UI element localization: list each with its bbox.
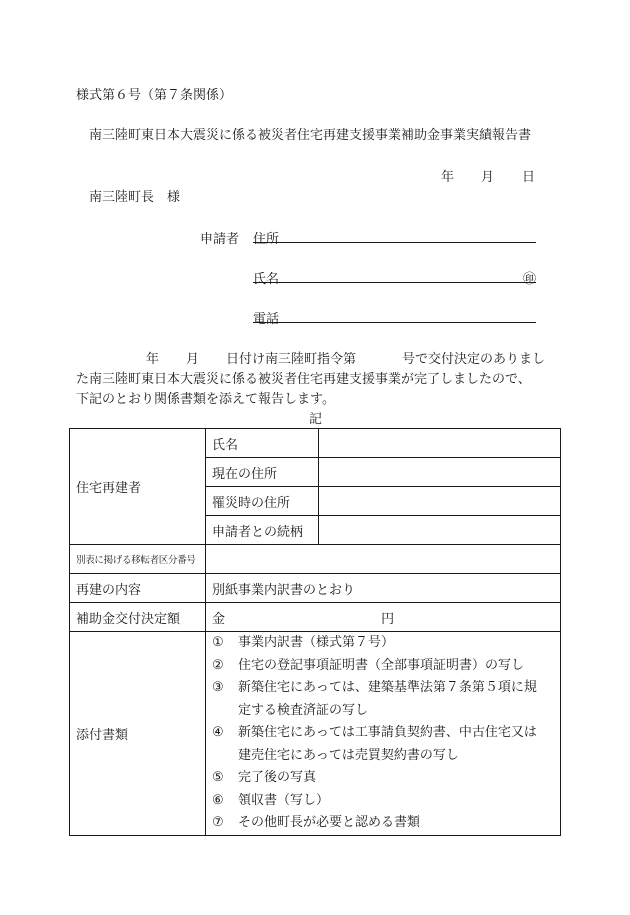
table-row (70, 603, 561, 632)
applicant-label: 申請者 (200, 232, 240, 247)
address-field[interactable] (253, 228, 536, 247)
attachment-item (212, 722, 554, 745)
rebuilder-field-label: 罹災時の住所 (206, 487, 319, 516)
phone-label: 電話 (253, 312, 280, 327)
attachment-num: ③ (212, 680, 224, 695)
body-number-part: 号で交付決定のありまし (402, 352, 546, 367)
date-year: 年 (441, 170, 455, 185)
report-table (69, 428, 561, 836)
attachment-text: その他町長が必要と認める書類 (238, 815, 421, 830)
attachment-num: ② (212, 657, 224, 673)
amount-field[interactable] (206, 603, 561, 632)
attachment-num: ⑥ (212, 792, 224, 808)
attachment-num: ① (212, 635, 224, 650)
body-year: 年 (146, 352, 160, 367)
rebuilder-field-label: 現在の住所 (206, 458, 319, 487)
attachments-list (206, 632, 561, 836)
attachment-item (212, 812, 554, 835)
disaster-address-input[interactable] (319, 487, 561, 516)
attachment-item (212, 655, 554, 678)
attachment-text: 領収書（写し） (238, 792, 330, 808)
date-day: 日 (522, 170, 536, 185)
body-line-3: 下記のとおり関係書類を添えて報告します。 (76, 392, 335, 407)
attachment-num: ⑦ (212, 815, 224, 830)
amount-prefix: 金 (212, 611, 226, 627)
rebuilder-name-input[interactable] (319, 429, 561, 458)
body-line-2: た南三陸町東日本大震災に係る被災者住宅再建支援事業が完了しましたので、 (76, 372, 531, 387)
attachment-continuation: 建売住宅にあっては売買契約書の写し (238, 747, 459, 763)
table-row (70, 632, 561, 836)
seal-mark: ㊞ (522, 272, 536, 287)
relationship-input[interactable] (319, 516, 561, 545)
attachment-num: ④ (212, 725, 224, 740)
phone-field[interactable] (253, 308, 536, 327)
relocation-category-input[interactable] (206, 545, 561, 574)
attachment-num: ⑤ (212, 770, 224, 785)
attachment-text: 新築住宅にあっては、建築基準法第７条第５項に規 (238, 680, 537, 695)
attachment-item (212, 677, 554, 700)
attachment-item (212, 767, 554, 790)
date-month: 月 (481, 170, 495, 185)
attachment-item (212, 790, 554, 813)
address-label: 住所 (253, 232, 280, 247)
current-address-input[interactable] (319, 458, 561, 487)
document-title: 南三陸町東日本大震災に係る被災者住宅再建支援事業補助金事業実績報告書 (89, 128, 532, 143)
content-label: 再建の内容 (70, 574, 206, 603)
table-row (70, 429, 561, 458)
attachment-continuation: 定する検査済証の写し (238, 702, 369, 718)
attachment-text: 住宅の登記事項証明書（全部事項証明書）の写し (238, 657, 525, 673)
attachment-item (212, 632, 554, 655)
content-value: 別紙事業内訳書のとおり (206, 574, 561, 603)
relocation-category-label: 別表に掲げる移転者区分番号 (70, 545, 206, 574)
amount-suffix: 円 (381, 611, 395, 627)
rebuilder-field-label: 申請者との続柄 (206, 516, 319, 545)
name-field[interactable] (253, 268, 536, 287)
name-label: 氏名 (253, 272, 280, 287)
form-label: 様式第６号（第７条関係） (76, 88, 233, 103)
addressee: 南三陸町長 様 (89, 190, 181, 205)
table-row (70, 574, 561, 603)
body-month: 月 (186, 352, 200, 367)
table-row (70, 545, 561, 574)
attachment-text: 完了後の写真 (238, 770, 317, 785)
attachments-label: 添付書類 (70, 632, 206, 836)
rebuilder-label: 住宅再建者 (70, 429, 206, 545)
ki-heading: 記 (309, 412, 323, 427)
attachment-text: 事業内訳書（様式第７号） (238, 635, 395, 650)
amount-label: 補助金交付決定額 (70, 603, 206, 632)
body-day-part: 日付け南三陸町指令第 (226, 352, 357, 367)
rebuilder-field-label: 氏名 (206, 429, 319, 458)
attachment-text: 新築住宅にあっては工事請負契約書、中古住宅又は (238, 725, 537, 740)
